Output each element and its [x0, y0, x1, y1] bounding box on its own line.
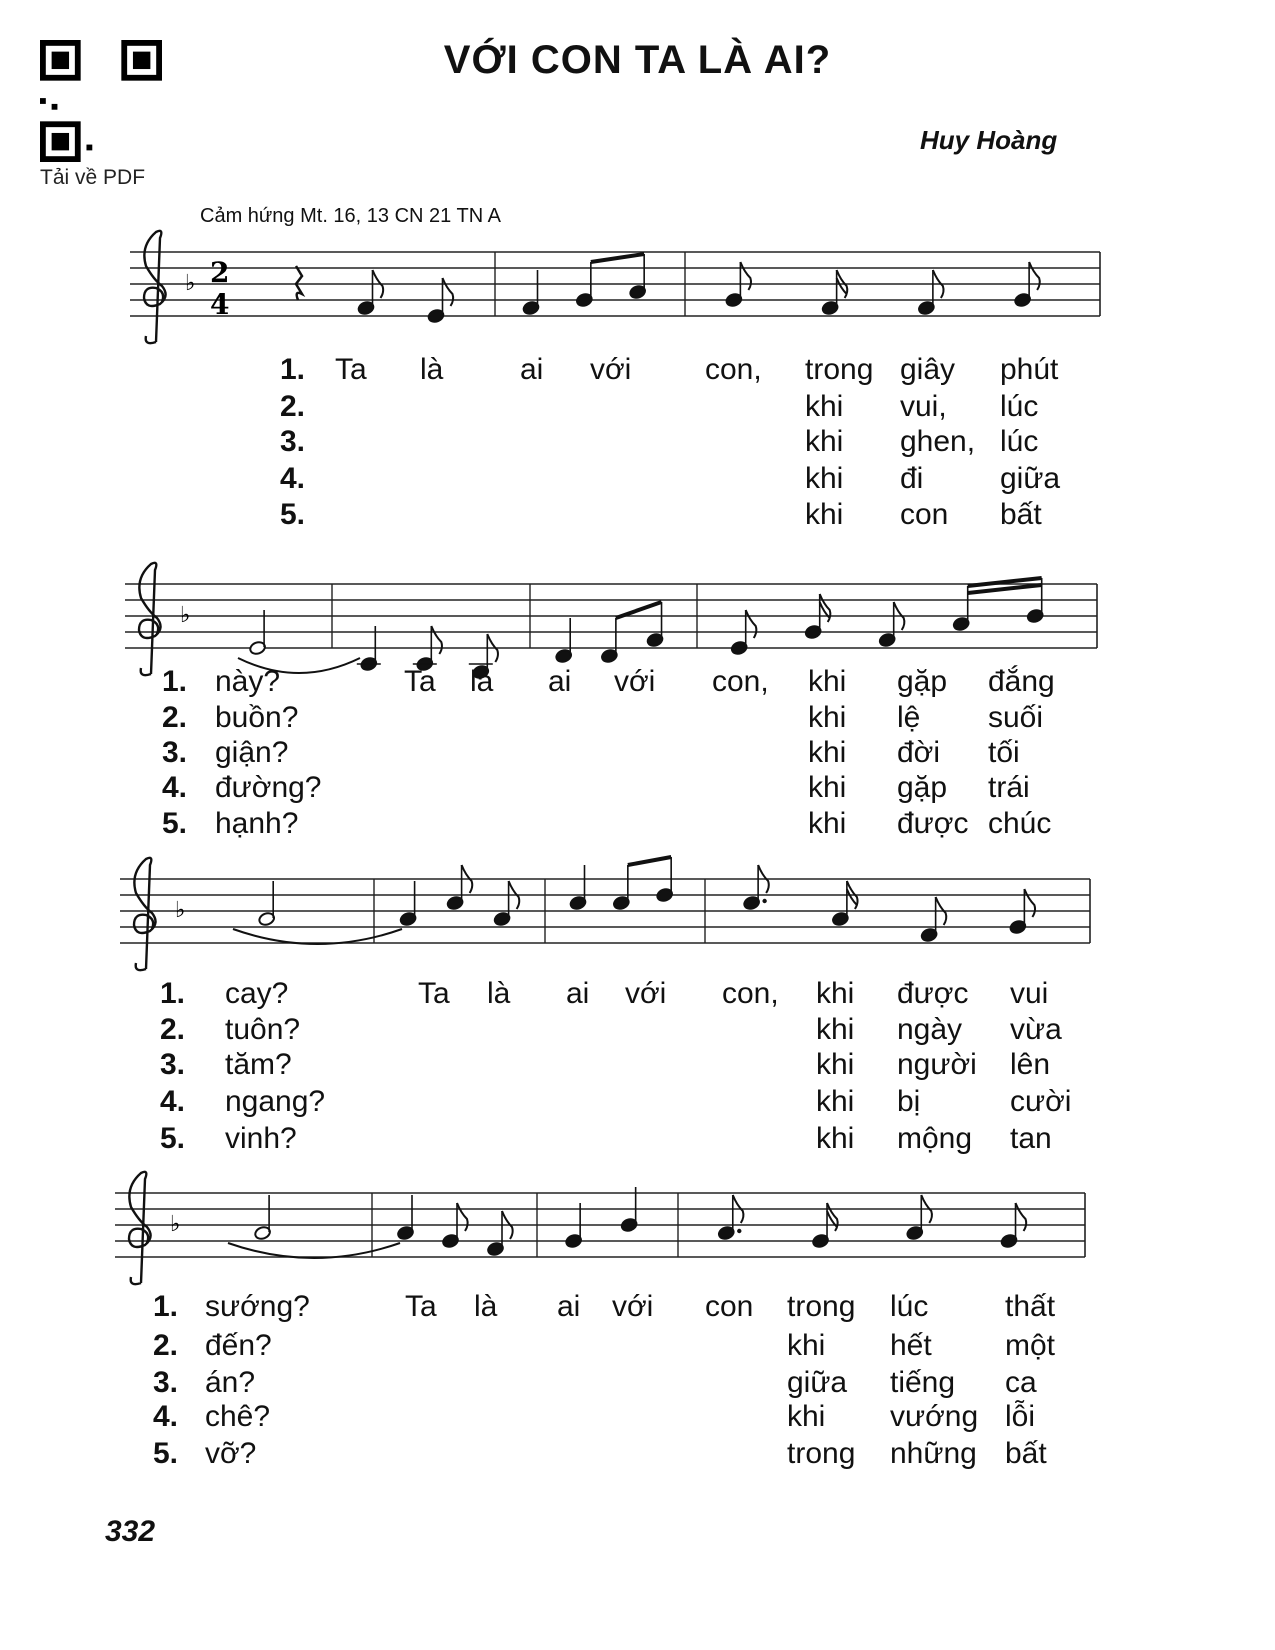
lyric-word: khi — [816, 1085, 855, 1118]
verse-number: 3. — [162, 736, 188, 769]
lyric-word: khi — [787, 1400, 826, 1433]
lyric-word: tan — [1010, 1122, 1052, 1155]
song-title: VỚI CON TA LÀ AI? — [443, 38, 832, 82]
lyric-word: người — [897, 1048, 977, 1081]
lyric-word: khi — [805, 462, 844, 495]
lyric-word: Ta — [335, 353, 367, 386]
note-flag — [1029, 262, 1040, 290]
lyric-word: con — [900, 498, 949, 531]
verse-number: 2. — [162, 701, 188, 734]
lyric-word: cay? — [225, 977, 289, 1010]
beam — [591, 254, 644, 262]
verse-number: 5. — [153, 1437, 179, 1470]
lyric-word: trong — [787, 1290, 856, 1323]
lyric-word: khi — [816, 1048, 855, 1081]
time-signature-top: 2 — [210, 256, 230, 289]
key-signature-flat-icon: ♭ — [180, 603, 191, 628]
lyric-word: là — [487, 977, 511, 1010]
key-signature-flat-icon: ♭ — [175, 898, 186, 923]
lyric-word: một — [1005, 1329, 1056, 1362]
quarter-rest-icon — [296, 266, 302, 300]
lyric-word: tuôn? — [225, 1013, 301, 1046]
lyric-word: trái — [988, 771, 1030, 804]
verse-number: 2. — [280, 390, 306, 423]
lyric-word: với — [590, 353, 632, 386]
lyric-word: sướng? — [205, 1290, 310, 1323]
verse-number: 1. — [162, 665, 188, 698]
lyric-word: Ta — [418, 977, 450, 1010]
key-signature-flat-icon: ♭ — [185, 271, 196, 296]
lyric-word: vướng — [890, 1400, 979, 1433]
verse-number: 4. — [162, 771, 188, 804]
page-number: 332 — [105, 1515, 156, 1548]
lyric-word: thất — [1005, 1290, 1056, 1323]
note-flag — [431, 626, 442, 654]
treble-clef-icon — [134, 858, 156, 970]
lyric-word: khi — [805, 498, 844, 531]
lyric-word: Ta — [405, 1290, 437, 1323]
lyric-word: khi — [816, 1013, 855, 1046]
download-pdf-label[interactable]: Tải về PDF — [40, 166, 146, 189]
lyric-word: giữa — [787, 1366, 848, 1399]
lyric-word: những — [890, 1437, 977, 1470]
lyric-word: với — [612, 1290, 654, 1323]
lyric-word: tối — [988, 736, 1020, 769]
note-flag — [457, 1203, 468, 1231]
verse-number: 2. — [160, 1013, 186, 1046]
dot — [737, 1229, 741, 1233]
lyric-word: ghen, — [900, 425, 976, 458]
lyric-word: đến? — [205, 1329, 272, 1362]
treble-clef-icon — [139, 563, 161, 675]
lyric-word: đường? — [215, 771, 322, 804]
verse-number: 3. — [160, 1048, 186, 1081]
lyric-word: đắng — [988, 665, 1055, 698]
lyric-word: với — [614, 665, 656, 698]
lyric-word: lúc — [1000, 390, 1039, 423]
staff-system — [115, 1172, 1085, 1284]
lyric-word: ai — [548, 665, 572, 698]
lyric-word: khi — [816, 1122, 855, 1155]
lyric-word: suối — [988, 701, 1044, 734]
time-signature-bottom: 4 — [210, 288, 230, 321]
lyric-word: con, — [712, 665, 769, 698]
lyric-word: bị — [897, 1085, 921, 1118]
lyric-word: ai — [566, 977, 590, 1010]
lyric-word: trong — [787, 1437, 856, 1470]
note-flag — [740, 262, 751, 290]
lyric-word: khi — [805, 390, 844, 423]
lyric-word: ai — [520, 353, 544, 386]
lyric-word: là — [474, 1290, 498, 1323]
lyric-word: con, — [705, 353, 762, 386]
lyric-word: vỡ? — [205, 1437, 257, 1470]
verse-number: 3. — [280, 425, 306, 458]
treble-clef-icon — [144, 231, 166, 343]
dot — [762, 899, 766, 903]
lyric-word: tăm? — [225, 1048, 292, 1081]
lyric-word: đời — [897, 736, 941, 769]
lyric-word: giữa — [1000, 462, 1061, 495]
lyric-word: khi — [787, 1329, 826, 1362]
lyric-word: bất — [1005, 1437, 1047, 1470]
lyric-word: giây — [900, 353, 956, 386]
lyric-word: án? — [205, 1366, 256, 1399]
verse-number: 3. — [153, 1366, 179, 1399]
lyric-word: bất — [1000, 498, 1042, 531]
verse-number: 5. — [162, 807, 188, 840]
note-flag — [1016, 1203, 1027, 1231]
lyric-word: lỗi — [1005, 1400, 1036, 1433]
verse-number: 4. — [153, 1400, 179, 1433]
staff-system — [120, 857, 1090, 970]
beam — [628, 857, 671, 865]
tie — [233, 929, 402, 944]
key-signature-flat-icon: ♭ — [170, 1212, 181, 1237]
lyric-word: tiếng — [890, 1366, 956, 1399]
lyric-word: khi — [808, 736, 847, 769]
lyric-word: con, — [722, 977, 779, 1010]
verse-number: 2. — [153, 1329, 179, 1362]
lyric-word: hết — [890, 1329, 932, 1362]
lyric-word: Ta — [404, 665, 436, 698]
lyric-word: chê? — [205, 1400, 271, 1433]
staff-system — [130, 231, 1100, 343]
lyric-word: đi — [900, 462, 924, 495]
lyric-word: gặp — [897, 771, 948, 804]
lyric-word: buồn? — [215, 701, 299, 734]
lyric-word: là — [470, 665, 494, 698]
lyric-word: khi — [808, 807, 847, 840]
verse-number: 5. — [280, 498, 306, 531]
note-flag — [443, 278, 454, 306]
lyric-word: lúc — [890, 1290, 929, 1323]
lyric-word: ngang? — [225, 1085, 326, 1118]
lyric-word: trong — [805, 353, 874, 386]
lyric-word: con — [705, 1290, 754, 1323]
verse-number: 1. — [153, 1290, 179, 1323]
note-flag — [1024, 889, 1035, 917]
lyric-word: khi — [805, 425, 844, 458]
lyric-word: vui — [1010, 977, 1049, 1010]
lyric-word: khi — [808, 771, 847, 804]
staff-system — [125, 563, 1097, 680]
lyric-word: mộng — [897, 1122, 973, 1155]
lyric-word: khi — [816, 977, 855, 1010]
lyric-word: ai — [557, 1290, 581, 1323]
composer: Huy Hoàng — [920, 125, 1058, 155]
lyric-word: vừa — [1010, 1013, 1062, 1046]
lyric-word: cười — [1010, 1085, 1072, 1118]
lyric-word: được — [897, 977, 969, 1010]
lyric-word: gặp — [897, 665, 948, 698]
lyric-word: hạnh? — [215, 807, 299, 840]
lyric-word: ca — [1005, 1366, 1037, 1399]
lyric-word: lúc — [1000, 425, 1039, 458]
lyric-word: khi — [808, 701, 847, 734]
lyric-word: này? — [215, 665, 281, 698]
lyric-word: là — [420, 353, 444, 386]
lyric-word: lên — [1010, 1048, 1051, 1081]
tie — [228, 1243, 400, 1258]
verse-number: 4. — [160, 1085, 186, 1118]
verse-number: 1. — [280, 353, 306, 386]
lyric-word: ngày — [897, 1013, 963, 1046]
inspiration-note: Cảm hứng Mt. 16, 13 CN 21 TN A — [200, 205, 501, 227]
note-flag — [746, 610, 757, 638]
verse-number: 1. — [160, 977, 186, 1010]
lyric-word: vui, — [900, 390, 947, 423]
lyric-word: giận? — [215, 736, 289, 769]
lyric-word: chúc — [988, 807, 1052, 840]
lyric-word: khi — [808, 665, 847, 698]
lyric-word: lệ — [897, 701, 921, 734]
lyric-word: được — [897, 807, 969, 840]
verse-number: 4. — [280, 462, 306, 495]
lyric-word: với — [625, 977, 667, 1010]
lyric-word: vinh? — [225, 1122, 297, 1155]
verse-number: 5. — [160, 1122, 186, 1155]
treble-clef-icon — [129, 1172, 151, 1284]
lyric-word: phút — [1000, 353, 1059, 386]
